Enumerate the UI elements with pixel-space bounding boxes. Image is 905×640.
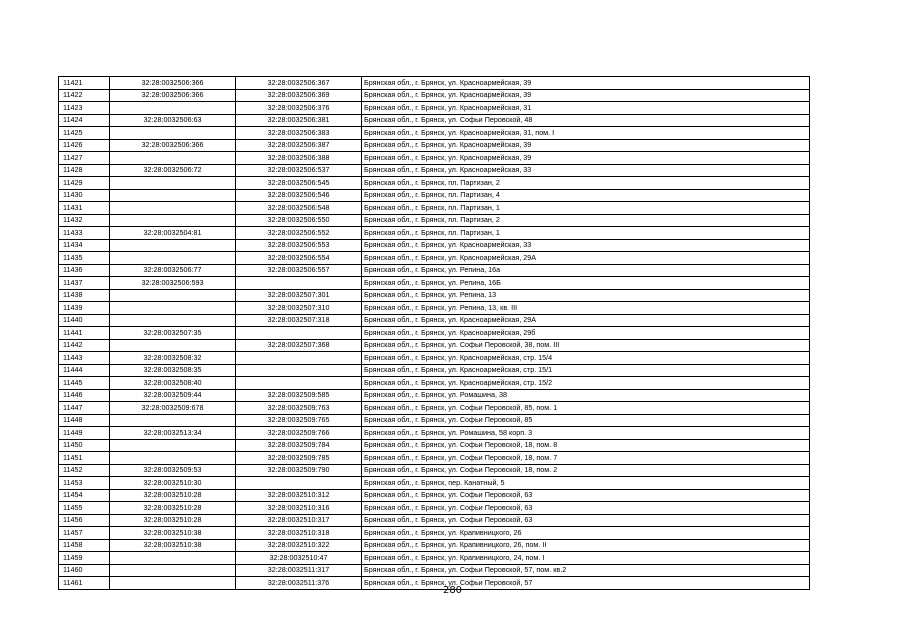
table-row bbox=[59, 264, 810, 277]
table-body bbox=[59, 77, 810, 590]
address-cell: Брянская обл., г. Брянск, пл. Партизан, 2 bbox=[362, 214, 810, 227]
row-number-cell: 11438 bbox=[59, 289, 110, 302]
row-number-cell: 11429 bbox=[59, 177, 110, 190]
address-cell: Брянская обл., г. Брянск, ул. Софьи Перовской, 18, пом. 2 bbox=[362, 464, 810, 477]
cadastral-number-cell bbox=[110, 252, 236, 265]
row-number-cell: 11424 bbox=[59, 114, 110, 127]
cadastral-number-cell: 32:28:0032509:790 bbox=[236, 464, 362, 477]
cadastral-number-cell bbox=[236, 352, 362, 365]
cadastral-number-cell: 32:28:0032509:585 bbox=[236, 389, 362, 402]
row-number-cell: 11444 bbox=[59, 364, 110, 377]
address-cell: Брянская обл., г. Брянск, ул. Софьи Перовской, 57 bbox=[362, 577, 810, 590]
cadastral-number-cell bbox=[110, 202, 236, 215]
address-cell: Брянская обл., г. Брянск, ул. Ромашина, 58 корп. 3 bbox=[362, 427, 810, 440]
table-row bbox=[59, 252, 810, 265]
cadastral-number-cell bbox=[110, 152, 236, 165]
row-number-cell: 11460 bbox=[59, 564, 110, 577]
table-row bbox=[59, 352, 810, 365]
row-number-cell: 11455 bbox=[59, 502, 110, 515]
cadastral-number-cell: 32:28:0032507:35 bbox=[110, 327, 236, 340]
cadastral-number-cell: 32:28:0032510:317 bbox=[236, 514, 362, 527]
cadastral-number-cell: 32:28:0032506:369 bbox=[236, 89, 362, 102]
address-cell: Брянская обл., г. Брянск, ул. Репина, 16Б bbox=[362, 277, 810, 290]
table-row bbox=[59, 89, 810, 102]
cadastral-number-cell: 32:28:0032506:367 bbox=[236, 77, 362, 90]
table-row bbox=[59, 139, 810, 152]
address-cell: Брянская обл., г. Брянск, ул. Красноармейская, стр. 15/4 bbox=[362, 352, 810, 365]
cadastral-number-cell: 32:28:0032506:366 bbox=[110, 89, 236, 102]
row-number-cell: 11457 bbox=[59, 527, 110, 540]
address-cell: Брянская обл., г. Брянск, ул. Красноармейская, 39 bbox=[362, 139, 810, 152]
cadastral-number-cell: 32:28:0032509:765 bbox=[236, 414, 362, 427]
address-cell: Брянская обл., г. Брянск, ул. Софьи Перовской, 57, пом. кв.2 bbox=[362, 564, 810, 577]
table-row bbox=[59, 364, 810, 377]
address-cell: Брянская обл., г. Брянск, ул. Красноармейская, стр. 15/2 bbox=[362, 377, 810, 390]
cadastral-number-cell: 32:28:0032510:28 bbox=[110, 514, 236, 527]
table-row bbox=[59, 114, 810, 127]
cadastral-number-cell bbox=[110, 239, 236, 252]
row-number-cell: 11449 bbox=[59, 427, 110, 440]
cadastral-number-cell bbox=[110, 127, 236, 140]
cadastral-number-cell: 32:28:0032506:593 bbox=[110, 277, 236, 290]
table-row bbox=[59, 177, 810, 190]
cadastral-number-cell bbox=[110, 339, 236, 352]
cadastral-number-cell bbox=[236, 364, 362, 377]
address-cell: Брянская обл., г. Брянск, ул. Красноармейская, 29А bbox=[362, 314, 810, 327]
row-number-cell: 11442 bbox=[59, 339, 110, 352]
table-row bbox=[59, 152, 810, 165]
cadastral-number-cell: 32:28:0032506:381 bbox=[236, 114, 362, 127]
table-row bbox=[59, 527, 810, 540]
cadastral-number-cell bbox=[110, 302, 236, 315]
address-cell: Брянская обл., г. Брянск, пер. Канатный, 5 bbox=[362, 477, 810, 490]
address-cell: Брянская обл., г. Брянск, ул. Крапивницкого, 26, пом. II bbox=[362, 539, 810, 552]
row-number-cell: 11441 bbox=[59, 327, 110, 340]
cadastral-table bbox=[58, 76, 810, 590]
cadastral-number-cell: 32:28:0032506:376 bbox=[236, 102, 362, 115]
cadastral-number-cell: 32:28:0032506:550 bbox=[236, 214, 362, 227]
row-number-cell: 11451 bbox=[59, 452, 110, 465]
address-cell: Брянская обл., г. Брянск, ул. Красноармейская, 29А bbox=[362, 252, 810, 265]
address-cell: Брянская обл., г. Брянск, пл. Партизан, 1 bbox=[362, 227, 810, 240]
cadastral-number-cell bbox=[110, 177, 236, 190]
cadastral-number-cell bbox=[236, 377, 362, 390]
cadastral-number-cell: 32:28:0032506:366 bbox=[110, 77, 236, 90]
cadastral-number-cell: 32:28:0032506:387 bbox=[236, 139, 362, 152]
row-number-cell: 11445 bbox=[59, 377, 110, 390]
cadastral-number-cell: 32:28:0032513:34 bbox=[110, 427, 236, 440]
cadastral-number-cell: 32:28:0032506:383 bbox=[236, 127, 362, 140]
table-row bbox=[59, 227, 810, 240]
table-row bbox=[59, 489, 810, 502]
row-number-cell: 11436 bbox=[59, 264, 110, 277]
row-number-cell: 11428 bbox=[59, 164, 110, 177]
page-number: 280 bbox=[442, 585, 463, 596]
address-cell: Брянская обл., г. Брянск, ул. Репина, 13 bbox=[362, 289, 810, 302]
table-row bbox=[59, 377, 810, 390]
cadastral-number-cell: 32:28:0032510:38 bbox=[110, 527, 236, 540]
cadastral-number-cell: 32:28:0032506:77 bbox=[110, 264, 236, 277]
address-cell: Брянская обл., г. Брянск, пл. Партизан, 1 bbox=[362, 202, 810, 215]
cadastral-number-cell bbox=[110, 289, 236, 302]
address-cell: Брянская обл., г. Брянск, ул. Красноармейская, 29б bbox=[362, 327, 810, 340]
address-cell: Брянская обл., г. Брянск, ул. Репина, 13, кв. III bbox=[362, 302, 810, 315]
row-number-cell: 11427 bbox=[59, 152, 110, 165]
row-number-cell: 11433 bbox=[59, 227, 110, 240]
table-row bbox=[59, 564, 810, 577]
address-cell: Брянская обл., г. Брянск, ул. Крапивницкого, 24, пом. I bbox=[362, 552, 810, 565]
cadastral-number-cell: 32:28:0032509:766 bbox=[236, 427, 362, 440]
cadastral-number-cell: 32:28:0032506:553 bbox=[236, 239, 362, 252]
cadastral-number-cell: 32:28:0032506:548 bbox=[236, 202, 362, 215]
cadastral-number-cell: 32:28:0032508:35 bbox=[110, 364, 236, 377]
cadastral-number-cell: 32:28:0032510:312 bbox=[236, 489, 362, 502]
cadastral-number-cell bbox=[236, 327, 362, 340]
row-number-cell: 11450 bbox=[59, 439, 110, 452]
cadastral-number-cell: 32:28:0032506:63 bbox=[110, 114, 236, 127]
address-cell: Брянская обл., г. Брянск, ул. Красноармейская, 31, пом. I bbox=[362, 127, 810, 140]
cadastral-number-cell: 32:28:0032509:44 bbox=[110, 389, 236, 402]
address-cell: Брянская обл., г. Брянск, ул. Софьи Перовской, 85, пом. 1 bbox=[362, 402, 810, 415]
cadastral-number-cell: 32:28:0032507:318 bbox=[236, 314, 362, 327]
cadastral-number-cell: 32:28:0032506:554 bbox=[236, 252, 362, 265]
cadastral-number-cell: 32:28:0032510:322 bbox=[236, 539, 362, 552]
row-number-cell: 11422 bbox=[59, 89, 110, 102]
cadastral-number-cell: 32:28:0032511:376 bbox=[236, 577, 362, 590]
table-row bbox=[59, 127, 810, 140]
row-number-cell: 11446 bbox=[59, 389, 110, 402]
table-row bbox=[59, 477, 810, 490]
cadastral-number-cell: 32:28:0032510:28 bbox=[110, 489, 236, 502]
address-cell: Брянская обл., г. Брянск, ул. Софьи Перовской, 18, пом. 7 bbox=[362, 452, 810, 465]
cadastral-number-cell: 32:28:0032506:388 bbox=[236, 152, 362, 165]
address-cell: Брянская обл., г. Брянск, ул. Красноармейская, 31 bbox=[362, 102, 810, 115]
table-row bbox=[59, 427, 810, 440]
table-row bbox=[59, 389, 810, 402]
address-cell: Брянская обл., г. Брянск, ул. Софьи Перовской, 38, пом. III bbox=[362, 339, 810, 352]
table-row bbox=[59, 502, 810, 515]
address-cell: Брянская обл., г. Брянск, ул. Красноармейская, 39 bbox=[362, 89, 810, 102]
row-number-cell: 11423 bbox=[59, 102, 110, 115]
cadastral-number-cell bbox=[110, 189, 236, 202]
table-row bbox=[59, 514, 810, 527]
address-cell: Брянская обл., г. Брянск, ул. Красноармейская, 39 bbox=[362, 152, 810, 165]
cadastral-number-cell: 32:28:0032504:81 bbox=[110, 227, 236, 240]
table-row bbox=[59, 402, 810, 415]
table-row bbox=[59, 202, 810, 215]
address-cell: Брянская обл., г. Брянск, ул. Софьи Перовской, 63 bbox=[362, 514, 810, 527]
row-number-cell: 11440 bbox=[59, 314, 110, 327]
cadastral-number-cell bbox=[110, 452, 236, 465]
address-cell: Брянская обл., г. Брянск, ул. Софьи Перовской, 48 bbox=[362, 114, 810, 127]
row-number-cell: 11421 bbox=[59, 77, 110, 90]
address-cell: Брянская обл., г. Брянск, ул. Красноармейская, стр. 15/1 bbox=[362, 364, 810, 377]
table-row bbox=[59, 214, 810, 227]
cadastral-number-cell: 32:28:0032506:545 bbox=[236, 177, 362, 190]
row-number-cell: 11456 bbox=[59, 514, 110, 527]
cadastral-number-cell: 32:28:0032507:310 bbox=[236, 302, 362, 315]
cadastral-number-cell: 32:28:0032507:301 bbox=[236, 289, 362, 302]
address-cell: Брянская обл., г. Брянск, ул. Красноармейская, 39 bbox=[362, 77, 810, 90]
cadastral-number-cell: 32:28:0032509:53 bbox=[110, 464, 236, 477]
cadastral-number-cell bbox=[110, 439, 236, 452]
cadastral-number-cell: 32:28:0032506:546 bbox=[236, 189, 362, 202]
cadastral-number-cell bbox=[110, 102, 236, 115]
table-row bbox=[59, 314, 810, 327]
row-number-cell: 11459 bbox=[59, 552, 110, 565]
address-cell: Брянская обл., г. Брянск, ул. Ромашина, 38 bbox=[362, 389, 810, 402]
cadastral-number-cell: 32:28:0032510:38 bbox=[110, 539, 236, 552]
table-row bbox=[59, 414, 810, 427]
cadastral-number-cell: 32:28:0032508:32 bbox=[110, 352, 236, 365]
address-cell: Брянская обл., г. Брянск, ул. Софьи Перовской, 18, пом. 8 bbox=[362, 439, 810, 452]
cadastral-number-cell: 32:28:0032510:316 bbox=[236, 502, 362, 515]
cadastral-number-cell: 32:28:0032510:28 bbox=[110, 502, 236, 515]
cadastral-number-cell: 32:28:0032506:557 bbox=[236, 264, 362, 277]
table-row bbox=[59, 289, 810, 302]
table-row bbox=[59, 452, 810, 465]
address-cell: Брянская обл., г. Брянск, ул. Софьи Перовской, 63 bbox=[362, 489, 810, 502]
row-number-cell: 11448 bbox=[59, 414, 110, 427]
address-cell: Брянская обл., г. Брянск, ул. Софьи Перовской, 85 bbox=[362, 414, 810, 427]
cadastral-number-cell: 32:28:0032506:72 bbox=[110, 164, 236, 177]
table-row bbox=[59, 102, 810, 115]
table-row bbox=[59, 164, 810, 177]
cadastral-number-cell: 32:28:0032506:366 bbox=[110, 139, 236, 152]
address-cell: Брянская обл., г. Брянск, ул. Репина, 16а bbox=[362, 264, 810, 277]
row-number-cell: 11432 bbox=[59, 214, 110, 227]
row-number-cell: 11426 bbox=[59, 139, 110, 152]
table-row bbox=[59, 464, 810, 477]
row-number-cell: 11435 bbox=[59, 252, 110, 265]
cadastral-number-cell: 32:28:0032511:317 bbox=[236, 564, 362, 577]
row-number-cell: 11452 bbox=[59, 464, 110, 477]
table-row bbox=[59, 339, 810, 352]
cadastral-number-cell: 32:28:0032506:552 bbox=[236, 227, 362, 240]
cadastral-number-cell bbox=[110, 564, 236, 577]
address-cell: Брянская обл., г. Брянск, пл. Партизан, 4 bbox=[362, 189, 810, 202]
cadastral-number-cell bbox=[110, 552, 236, 565]
cadastral-number-cell: 32:28:0032510:30 bbox=[110, 477, 236, 490]
table-row bbox=[59, 539, 810, 552]
address-cell: Брянская обл., г. Брянск, пл. Партизан, 2 bbox=[362, 177, 810, 190]
cadastral-number-cell: 32:28:0032509:763 bbox=[236, 402, 362, 415]
address-cell: Брянская обл., г. Брянск, ул. Красноармейская, 33 bbox=[362, 239, 810, 252]
row-number-cell: 11437 bbox=[59, 277, 110, 290]
row-number-cell: 11458 bbox=[59, 539, 110, 552]
table-row bbox=[59, 239, 810, 252]
cadastral-number-cell bbox=[236, 477, 362, 490]
row-number-cell: 11431 bbox=[59, 202, 110, 215]
cadastral-number-cell: 32:28:0032506:537 bbox=[236, 164, 362, 177]
cadastral-number-cell: 32:28:0032508:40 bbox=[110, 377, 236, 390]
row-number-cell: 11453 bbox=[59, 477, 110, 490]
cadastral-number-cell: 32:28:0032509:785 bbox=[236, 452, 362, 465]
row-number-cell: 11425 bbox=[59, 127, 110, 140]
table-row bbox=[59, 439, 810, 452]
row-number-cell: 11443 bbox=[59, 352, 110, 365]
cadastral-number-cell: 32:28:0032510:318 bbox=[236, 527, 362, 540]
row-number-cell: 11454 bbox=[59, 489, 110, 502]
cadastral-number-cell bbox=[110, 314, 236, 327]
cadastral-number-cell bbox=[110, 214, 236, 227]
address-cell: Брянская обл., г. Брянск, ул. Софьи Перовской, 63 bbox=[362, 502, 810, 515]
cadastral-number-cell bbox=[236, 277, 362, 290]
cadastral-number-cell: 32:28:0032509:784 bbox=[236, 439, 362, 452]
row-number-cell: 11434 bbox=[59, 239, 110, 252]
row-number-cell: 11461 bbox=[59, 577, 110, 590]
table-row bbox=[59, 77, 810, 90]
row-number-cell: 11439 bbox=[59, 302, 110, 315]
table-row bbox=[59, 189, 810, 202]
row-number-cell: 11430 bbox=[59, 189, 110, 202]
cadastral-number-cell: 32:28:0032509:678 bbox=[110, 402, 236, 415]
row-number-cell: 11447 bbox=[59, 402, 110, 415]
table-row bbox=[59, 302, 810, 315]
table-row bbox=[59, 327, 810, 340]
table-row bbox=[59, 277, 810, 290]
address-cell: Брянская обл., г. Брянск, ул. Крапивницкого, 26 bbox=[362, 527, 810, 540]
cadastral-number-cell: 32:28:0032510:47 bbox=[236, 552, 362, 565]
table-row bbox=[59, 552, 810, 565]
cadastral-number-cell bbox=[110, 414, 236, 427]
cadastral-number-cell: 32:28:0032507:368 bbox=[236, 339, 362, 352]
address-cell: Брянская обл., г. Брянск, ул. Красноармейская, 33 bbox=[362, 164, 810, 177]
